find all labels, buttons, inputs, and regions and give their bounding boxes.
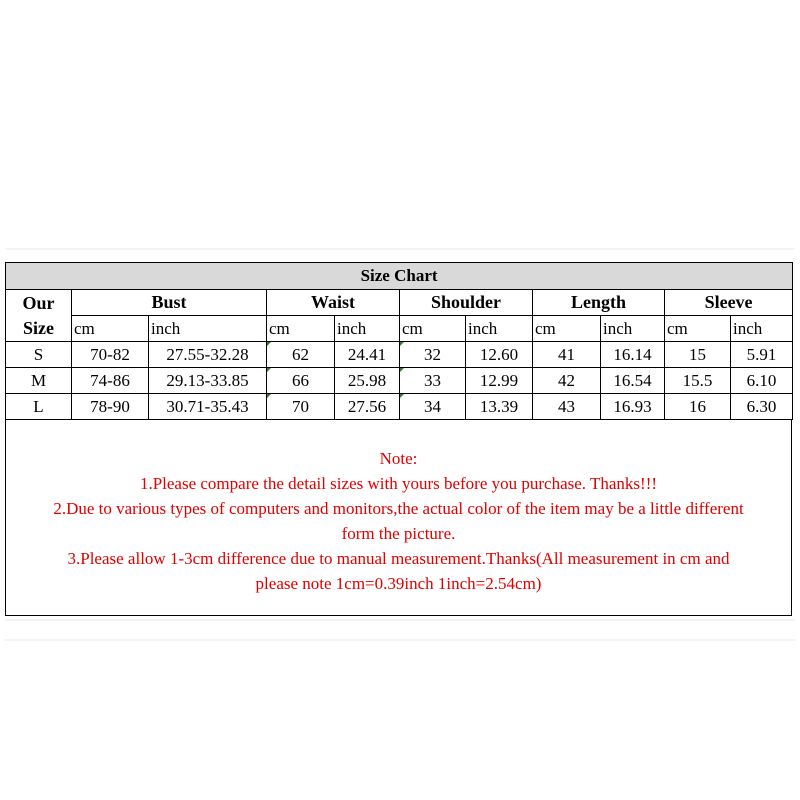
sleeve-cm-cell: 15: [665, 342, 731, 368]
sleeve-inch-cell: 6.30: [731, 394, 793, 420]
waist-cm-cell: 62: [267, 342, 335, 368]
note-heading: Note:: [379, 449, 418, 468]
size-chart: [5, 262, 792, 616]
bust-cm-cell: 78-90: [72, 394, 149, 420]
title-row: [6, 263, 793, 290]
our-size-line1: Our: [22, 292, 55, 313]
size-label: S: [6, 342, 72, 368]
bust-cm-cell: 70-82: [72, 342, 149, 368]
length-inch-cell: 16.14: [601, 342, 665, 368]
header-bust: Bust: [72, 290, 267, 316]
table-row: [6, 368, 793, 394]
unit-cell: cm: [400, 316, 466, 342]
unit-row: [6, 316, 793, 342]
notes-box: [5, 420, 792, 616]
sleeve-inch-cell: 5.91: [731, 342, 793, 368]
table-row: [6, 394, 793, 420]
unit-cell: cm: [665, 316, 731, 342]
length-inch-cell: 16.93: [601, 394, 665, 420]
waist-inch-cell: 25.98: [335, 368, 400, 394]
sleeve-cm-cell: 16: [665, 394, 731, 420]
note-line-1: 1.Please compare the detail sizes with yours before you purchase. Thanks!!!: [139, 474, 658, 493]
waist-cm-cell: 70: [267, 394, 335, 420]
shoulder-inch-cell: 13.39: [466, 394, 533, 420]
unit-cell: cm: [267, 316, 335, 342]
length-inch-cell: 16.54: [601, 368, 665, 394]
table-row: [6, 342, 793, 368]
bust-inch-cell: 27.55-32.28: [149, 342, 267, 368]
header-waist: Waist: [267, 290, 400, 316]
note-line-3a: 3.Please allow 1-3cm difference due to manual measurement.Thanks(All measurement in cm and: [67, 549, 730, 568]
length-cm-cell: 41: [533, 342, 601, 368]
note-line-2a: 2.Due to various types of computers and monitors,the actual color of the item may be a little different: [53, 499, 744, 518]
note-line-3b: please note 1cm=0.39inch 1inch=2.54cm): [255, 574, 542, 593]
unit-cell: cm: [72, 316, 149, 342]
chart-title: Size Chart: [6, 263, 793, 290]
shoulder-cm-cell: 32: [400, 342, 466, 368]
shoulder-cm-cell: 34: [400, 394, 466, 420]
shoulder-inch-cell: 12.99: [466, 368, 533, 394]
header-sleeve: Sleeve: [665, 290, 793, 316]
header-shoulder: Shoulder: [400, 290, 533, 316]
bust-cm-cell: 74-86: [72, 368, 149, 394]
shoulder-cm-cell: 33: [400, 368, 466, 394]
note-line-2b: form the picture.: [341, 524, 456, 543]
bust-inch-cell: 29.13-33.85: [149, 368, 267, 394]
waist-inch-cell: 27.56: [335, 394, 400, 420]
sleeve-cm-cell: 15.5: [665, 368, 731, 394]
sleeve-inch-cell: 6.10: [731, 368, 793, 394]
unit-cell: cm: [533, 316, 601, 342]
waist-inch-cell: 24.41: [335, 342, 400, 368]
group-header-row: [6, 290, 793, 316]
bust-inch-cell: 30.71-35.43: [149, 394, 267, 420]
size-label: M: [6, 368, 72, 394]
our-size-line2: Size: [23, 317, 54, 338]
header-length: Length: [533, 290, 665, 316]
length-cm-cell: 43: [533, 394, 601, 420]
unit-cell: inch: [731, 316, 793, 342]
unit-cell: inch: [466, 316, 533, 342]
unit-cell: inch: [335, 316, 400, 342]
shoulder-inch-cell: 12.60: [466, 342, 533, 368]
waist-cm-cell: 66: [267, 368, 335, 394]
size-table: [5, 262, 793, 420]
unit-cell: inch: [149, 316, 267, 342]
length-cm-cell: 42: [533, 368, 601, 394]
unit-cell: inch: [601, 316, 665, 342]
our-size-header: [6, 290, 72, 342]
size-label: L: [6, 394, 72, 420]
